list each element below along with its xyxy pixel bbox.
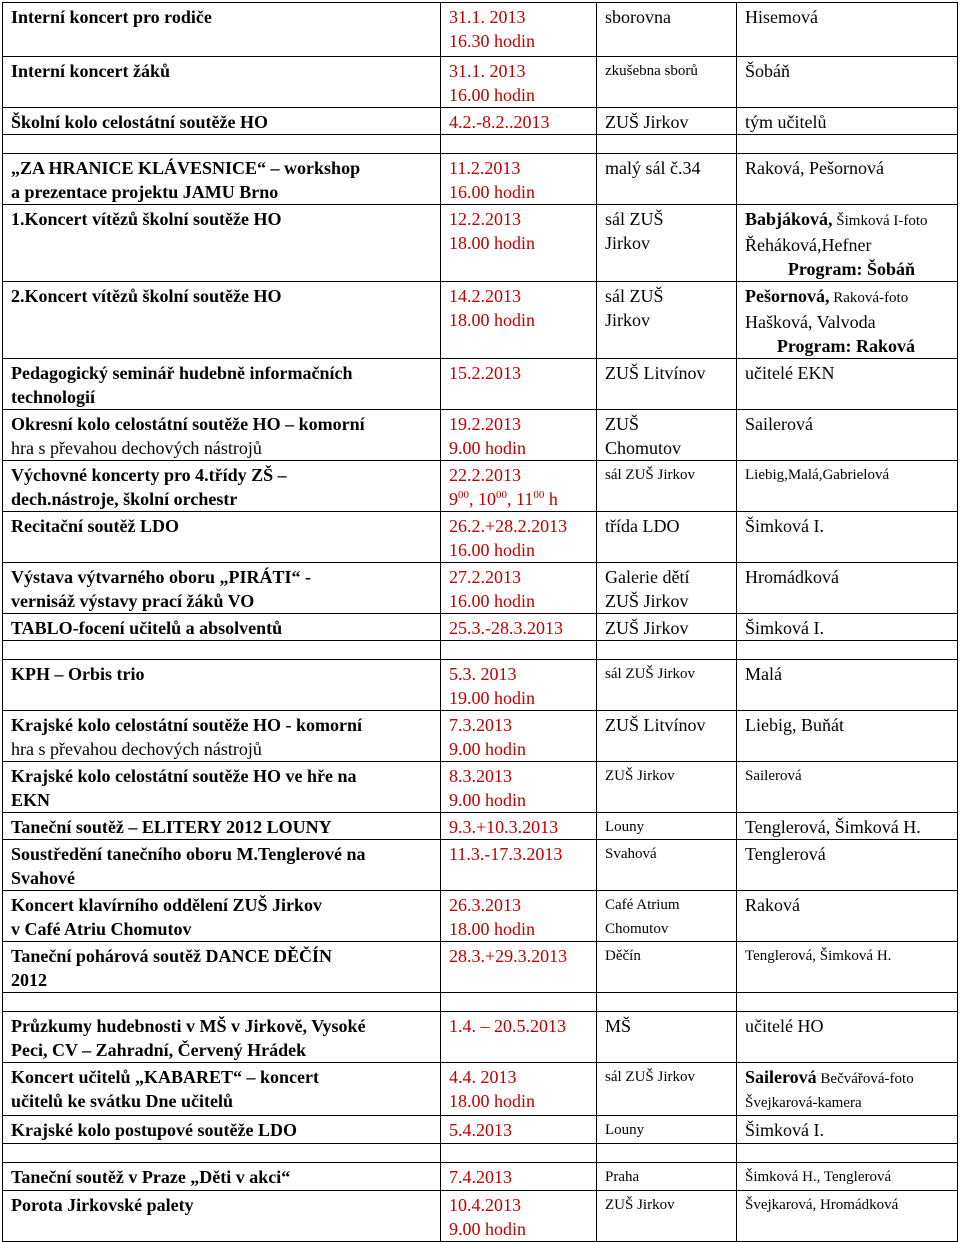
venue-cell: Galerie dětí ZUŠ Jirkov <box>597 563 737 614</box>
date-cell: 4.2.-8.2..2013 <box>441 108 597 135</box>
responsible-cell: Babjáková, Šimková I-foto Řeháková,Hefner Program: Šobáň <box>737 205 958 282</box>
event-cell: Krajské kolo celostátní soutěže HO ve hře na EKN <box>3 762 441 813</box>
responsible-cell: tým učitelů <box>737 108 958 135</box>
date-cell: 11.2.2013 16.00 hodin <box>441 154 597 205</box>
table-row <box>3 660 958 711</box>
responsible-cell: Hisemová <box>737 3 958 57</box>
table-row <box>3 282 958 359</box>
responsible-cell: učitelé EKN <box>737 359 958 410</box>
venue-cell: ZUŠ Chomutov <box>597 410 737 461</box>
event-cell: Pedagogický seminář hudebně informačních technologií <box>3 359 441 410</box>
responsible-cell: Sailerová <box>737 762 958 813</box>
date-cell: 27.2.2013 16.00 hodin <box>441 563 597 614</box>
table-row <box>3 813 958 840</box>
responsible-cell: Tenglerová <box>737 840 958 891</box>
responsible-cell: Raková <box>737 891 958 942</box>
date-cell: 10.4.2013 9.00 hodin <box>441 1191 597 1242</box>
event-cell: Interní koncert žáků <box>3 57 441 108</box>
table-row <box>3 1012 958 1063</box>
responsible-cell: Šimková H., Tenglerová <box>737 1163 958 1191</box>
date-cell: 7.4.2013 <box>441 1163 597 1191</box>
venue-cell: sál ZUŠ Jirkov <box>597 461 737 512</box>
spacer-row <box>3 1144 958 1163</box>
responsible-cell: Liebig,Malá,Gabrielová <box>737 461 958 512</box>
table-row <box>3 108 958 135</box>
venue-cell: Děčín <box>597 942 737 993</box>
event-cell: KPH – Orbis trio <box>3 660 441 711</box>
event-cell: Taneční pohárová soutěž DANCE DĚČÍN 2012 <box>3 942 441 993</box>
date-cell: 31.1. 2013 16.30 hodin <box>441 3 597 57</box>
event-cell: Porota Jirkovské palety <box>3 1191 441 1242</box>
table-row <box>3 942 958 993</box>
date-cell: 22.2.2013 $9^{00}$, $10^{00}$, $11^{00}$ h <box>441 461 597 512</box>
spacer-row <box>3 641 958 660</box>
venue-cell: zkušebna sborů <box>597 57 737 108</box>
venue-cell: ZUŠ Jirkov <box>597 1191 737 1242</box>
table-row <box>3 359 958 410</box>
table-row <box>3 840 958 891</box>
event-cell: Interní koncert pro rodiče <box>3 3 441 57</box>
table-row <box>3 1191 958 1242</box>
date-cell: 1.4. – 20.5.2013 <box>441 1012 597 1063</box>
event-cell: Koncert klavírního oddělení ZUŠ Jirkov v Café Atriu Chomutov <box>3 891 441 942</box>
event-schedule-table <box>2 2 958 1242</box>
event-cell: Krajské kolo celostátní soutěže HO - komorní hra s převahou dechových nástrojů <box>3 711 441 762</box>
table-row <box>3 711 958 762</box>
spacer-row <box>3 135 958 154</box>
date-cell: 31.1. 2013 16.00 hodin <box>441 57 597 108</box>
event-cell: Koncert učitelů „KABARET“ – koncert učitelů ke svátku Dne učitelů <box>3 1063 441 1116</box>
event-cell: Výchovné koncerty pro 4.třídy ZŠ – dech.nástroje, školní orchestr <box>3 461 441 512</box>
event-cell: Školní kolo celostátní soutěže HO <box>3 108 441 135</box>
responsible-cell: Sailerová Bečvářová-foto Švejkarová-kamera <box>737 1063 958 1116</box>
table-row <box>3 762 958 813</box>
venue-cell: sborovna <box>597 3 737 57</box>
date-cell: 12.2.2013 18.00 hodin <box>441 205 597 282</box>
table-row <box>3 1116 958 1144</box>
event-cell: 2.Koncert vítězů školní soutěže HO <box>3 282 441 359</box>
event-cell: Soustředění tanečního oboru M.Tenglerové na Svahové <box>3 840 441 891</box>
venue-cell: MŠ <box>597 1012 737 1063</box>
venue-cell: sál ZUŠ Jirkov <box>597 205 737 282</box>
event-cell: Výstava výtvarného oboru „PIRÁTI“ - vernisáž výstavy prací žáků VO <box>3 563 441 614</box>
event-cell: Recitační soutěž LDO <box>3 512 441 563</box>
date-cell: 4.4. 2013 18.00 hodin <box>441 1063 597 1116</box>
date-cell: 7.3.2013 9.00 hodin <box>441 711 597 762</box>
venue-cell: ZUŠ Jirkov <box>597 108 737 135</box>
venue-cell: třída LDO <box>597 512 737 563</box>
event-cell: Průzkumy hudebnosti v MŠ v Jirkově, Vysoké Peci, CV – Zahradní, Červený Hrádek <box>3 1012 441 1063</box>
table-row <box>3 614 958 641</box>
table-row <box>3 1163 958 1191</box>
date-cell: 28.3.+29.3.2013 <box>441 942 597 993</box>
table-row <box>3 3 958 57</box>
event-cell: 1.Koncert vítězů školní soutěže HO <box>3 205 441 282</box>
date-cell: 5.3. 2013 19.00 hodin <box>441 660 597 711</box>
responsible-cell: Šimková I. <box>737 512 958 563</box>
responsible-cell: Šobáň <box>737 57 958 108</box>
date-cell: 26.3.2013 18.00 hodin <box>441 891 597 942</box>
responsible-cell: Švejkarová, Hromádková <box>737 1191 958 1242</box>
responsible-cell: Malá <box>737 660 958 711</box>
responsible-cell: Raková, Pešornová <box>737 154 958 205</box>
responsible-cell: Pešornová, Raková-foto Hašková, Valvoda Program: Raková <box>737 282 958 359</box>
table-row <box>3 563 958 614</box>
event-cell: Taneční soutěž v Praze „Děti v akci“ <box>3 1163 441 1191</box>
date-cell: 9.3.+10.3.2013 <box>441 813 597 840</box>
venue-cell: Louny <box>597 813 737 840</box>
event-cell: Taneční soutěž – ELITERY 2012 LOUNY <box>3 813 441 840</box>
venue-cell: ZUŠ Jirkov <box>597 614 737 641</box>
venue-cell: ZUŠ Jirkov <box>597 762 737 813</box>
responsible-cell: učitelé HO <box>737 1012 958 1063</box>
date-cell: 25.3.-28.3.2013 <box>441 614 597 641</box>
responsible-cell: Šimková I. <box>737 614 958 641</box>
date-cell: 14.2.2013 18.00 hodin <box>441 282 597 359</box>
table-row <box>3 205 958 282</box>
event-cell: TABLO-focení učitelů a absolventů <box>3 614 441 641</box>
venue-cell: sál ZUŠ Jirkov <box>597 282 737 359</box>
venue-cell: malý sál č.34 <box>597 154 737 205</box>
date-cell: 19.2.2013 9.00 hodin <box>441 410 597 461</box>
table-row <box>3 1063 958 1116</box>
venue-cell: Svahová <box>597 840 737 891</box>
venue-cell: Praha <box>597 1163 737 1191</box>
responsible-cell: Hromádková <box>737 563 958 614</box>
table-row <box>3 57 958 108</box>
event-cell: „ZA HRANICE KLÁVESNICE“ – workshop a prezentace projektu JAMU Brno <box>3 154 441 205</box>
date-cell: 8.3.2013 9.00 hodin <box>441 762 597 813</box>
responsible-cell: Sailerová <box>737 410 958 461</box>
table-row <box>3 891 958 942</box>
spacer-row <box>3 993 958 1012</box>
date-cell: 15.2.2013 <box>441 359 597 410</box>
venue-cell: ZUŠ Litvínov <box>597 711 737 762</box>
table-row <box>3 410 958 461</box>
responsible-cell: Šimková I. <box>737 1116 958 1144</box>
date-cell: 5.4.2013 <box>441 1116 597 1144</box>
venue-cell: sál ZUŠ Jirkov <box>597 1063 737 1116</box>
venue-cell: ZUŠ Litvínov <box>597 359 737 410</box>
event-cell: Okresní kolo celostátní soutěže HO – komorní hra s převahou dechových nástrojů <box>3 410 441 461</box>
event-cell: Krajské kolo postupové soutěže LDO <box>3 1116 441 1144</box>
venue-cell: sál ZUŠ Jirkov <box>597 660 737 711</box>
responsible-cell: Liebig, Buňát <box>737 711 958 762</box>
table-row <box>3 154 958 205</box>
table-row <box>3 461 958 512</box>
date-cell: 26.2.+28.2.2013 16.00 hodin <box>441 512 597 563</box>
responsible-cell: Tenglerová, Šimková H. <box>737 813 958 840</box>
date-cell: 11.3.-17.3.2013 <box>441 840 597 891</box>
venue-cell: Café Atrium Chomutov <box>597 891 737 942</box>
venue-cell: Louny <box>597 1116 737 1144</box>
responsible-cell: Tenglerová, Šimková H. <box>737 942 958 993</box>
table-row <box>3 512 958 563</box>
